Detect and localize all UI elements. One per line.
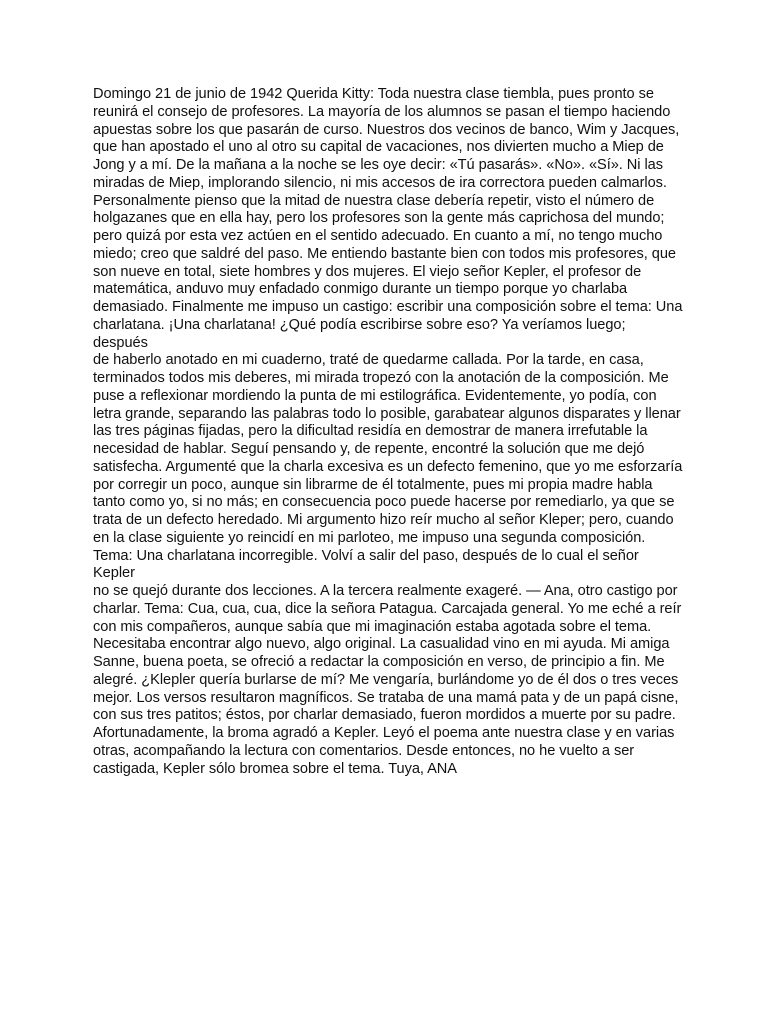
document-body-text: Domingo 21 de junio de 1942 Querida Kitty: Toda nuestra clase tiembla, pues pronto se reunirá el consejo de profesores. La mayoría de los alumnos se pasan el tiempo haciendo apuestas sobre los que pasarán de curso. Nuestros dos vecinos de banco, Wim y Jacques, que han apostado el uno al otro su capital de vacaciones, nos divierten mucho a Miep de Jong y a mí. De la mañana a la noche se les oye decir: «Tú pasarás». «No». «Sí». Ni las miradas de Miep, implorando silencio, ni mis accesos de ira correctora pueden calmarlos. Personalmente pienso que la mitad de nuestra clase debería repetir, visto el número de holgazanes que en ella hay, pero los profesores son la gente más caprichosa del mundo; pero quizá por esta vez actúen en el sentido adecuado. En cuanto a mí, no tengo mucho miedo; creo que saldré del paso. Me entiendo bastante bien con todos mis profesores, que son nueve en total, siete hombres y dos mujeres. El viejo señor Kepler, el profesor de matemática, anduvo muy enfadado conmigo durante un tiempo porque yo charlaba demasiado. Finalmente me impuso un castigo: escribir una composición sobre el tema: Una charlatana. ¡Una charlatana! ¿Qué podía escribirse sobre eso? Ya veríamos luego; después de haberlo anotado en mi cuaderno, traté de quedarme callada. Por la tarde, en casa, terminados todos mis deberes, mi mirada tropezó con la anotación de la composición. Me puse a reflexionar mordiendo la punta de mi estilográfica. Evidentemente, yo podía, con letra grande, separando las palabras todo lo posible, garabatear algunos disparates y llenar las tres páginas fijadas, pero la dificultad residía en demostrar de manera irrefutable la necesidad de hablar. Seguí pensando y, de repente, encontré la solución que me dejó satisfecha. Argumenté que la charla excesiva es un defecto femenino, que yo me esforzaría por corregir un poco, aunque sin librarme de él totalmente, pues mi propia madre habla tanto como yo, si no más; en consecuencia poco puede hacerse por remediarlo, ya que se trata de un defecto heredado. Mi argumento hizo reír mucho al señor Kleper; pero, cuando en la clase siguiente yo reincidí en mi parloteo, me impuso una segunda composición. Tema: Una charlatana incorregible. Volví a salir del paso, después de lo cual el señor Kepler no se quejó durante dos lecciones. A la tercera realmente exageré. — Ana, otro castigo por charlar. Tema: Cua, cua, cua, dice la señora Patagua. Carcajada general. Yo me eché a reír con mis compañeros, aunque sabía que mi imaginación estaba agotada sobre el tema. Necesitaba encontrar algo nuevo, algo original. La casualidad vino en mi ayuda. Mi amiga Sanne, buena poeta, se ofreció a redactar la composición en verso, de principio a fin. Me alegré. ¿Klepler quería burlarse de mí? Me vengaría, burlándome yo de él dos o tres veces mejor. Los versos resultaron magníficos. Se trataba de una mamá pata y de un papá cisne, con sus tres patitos; éstos, por charlar demasiado, fueron mordidos a muerte por su padre. Afortunadamente, la broma agradó a Kepler. Leyó el poema ante nuestra clase y en varias otras, acompañando la lectura con comentarios. Desde entonces, no he vuelto a ser castigada, Kepler sólo bromea sobre el tema. Tuya, ANA [93, 86, 683, 777]
